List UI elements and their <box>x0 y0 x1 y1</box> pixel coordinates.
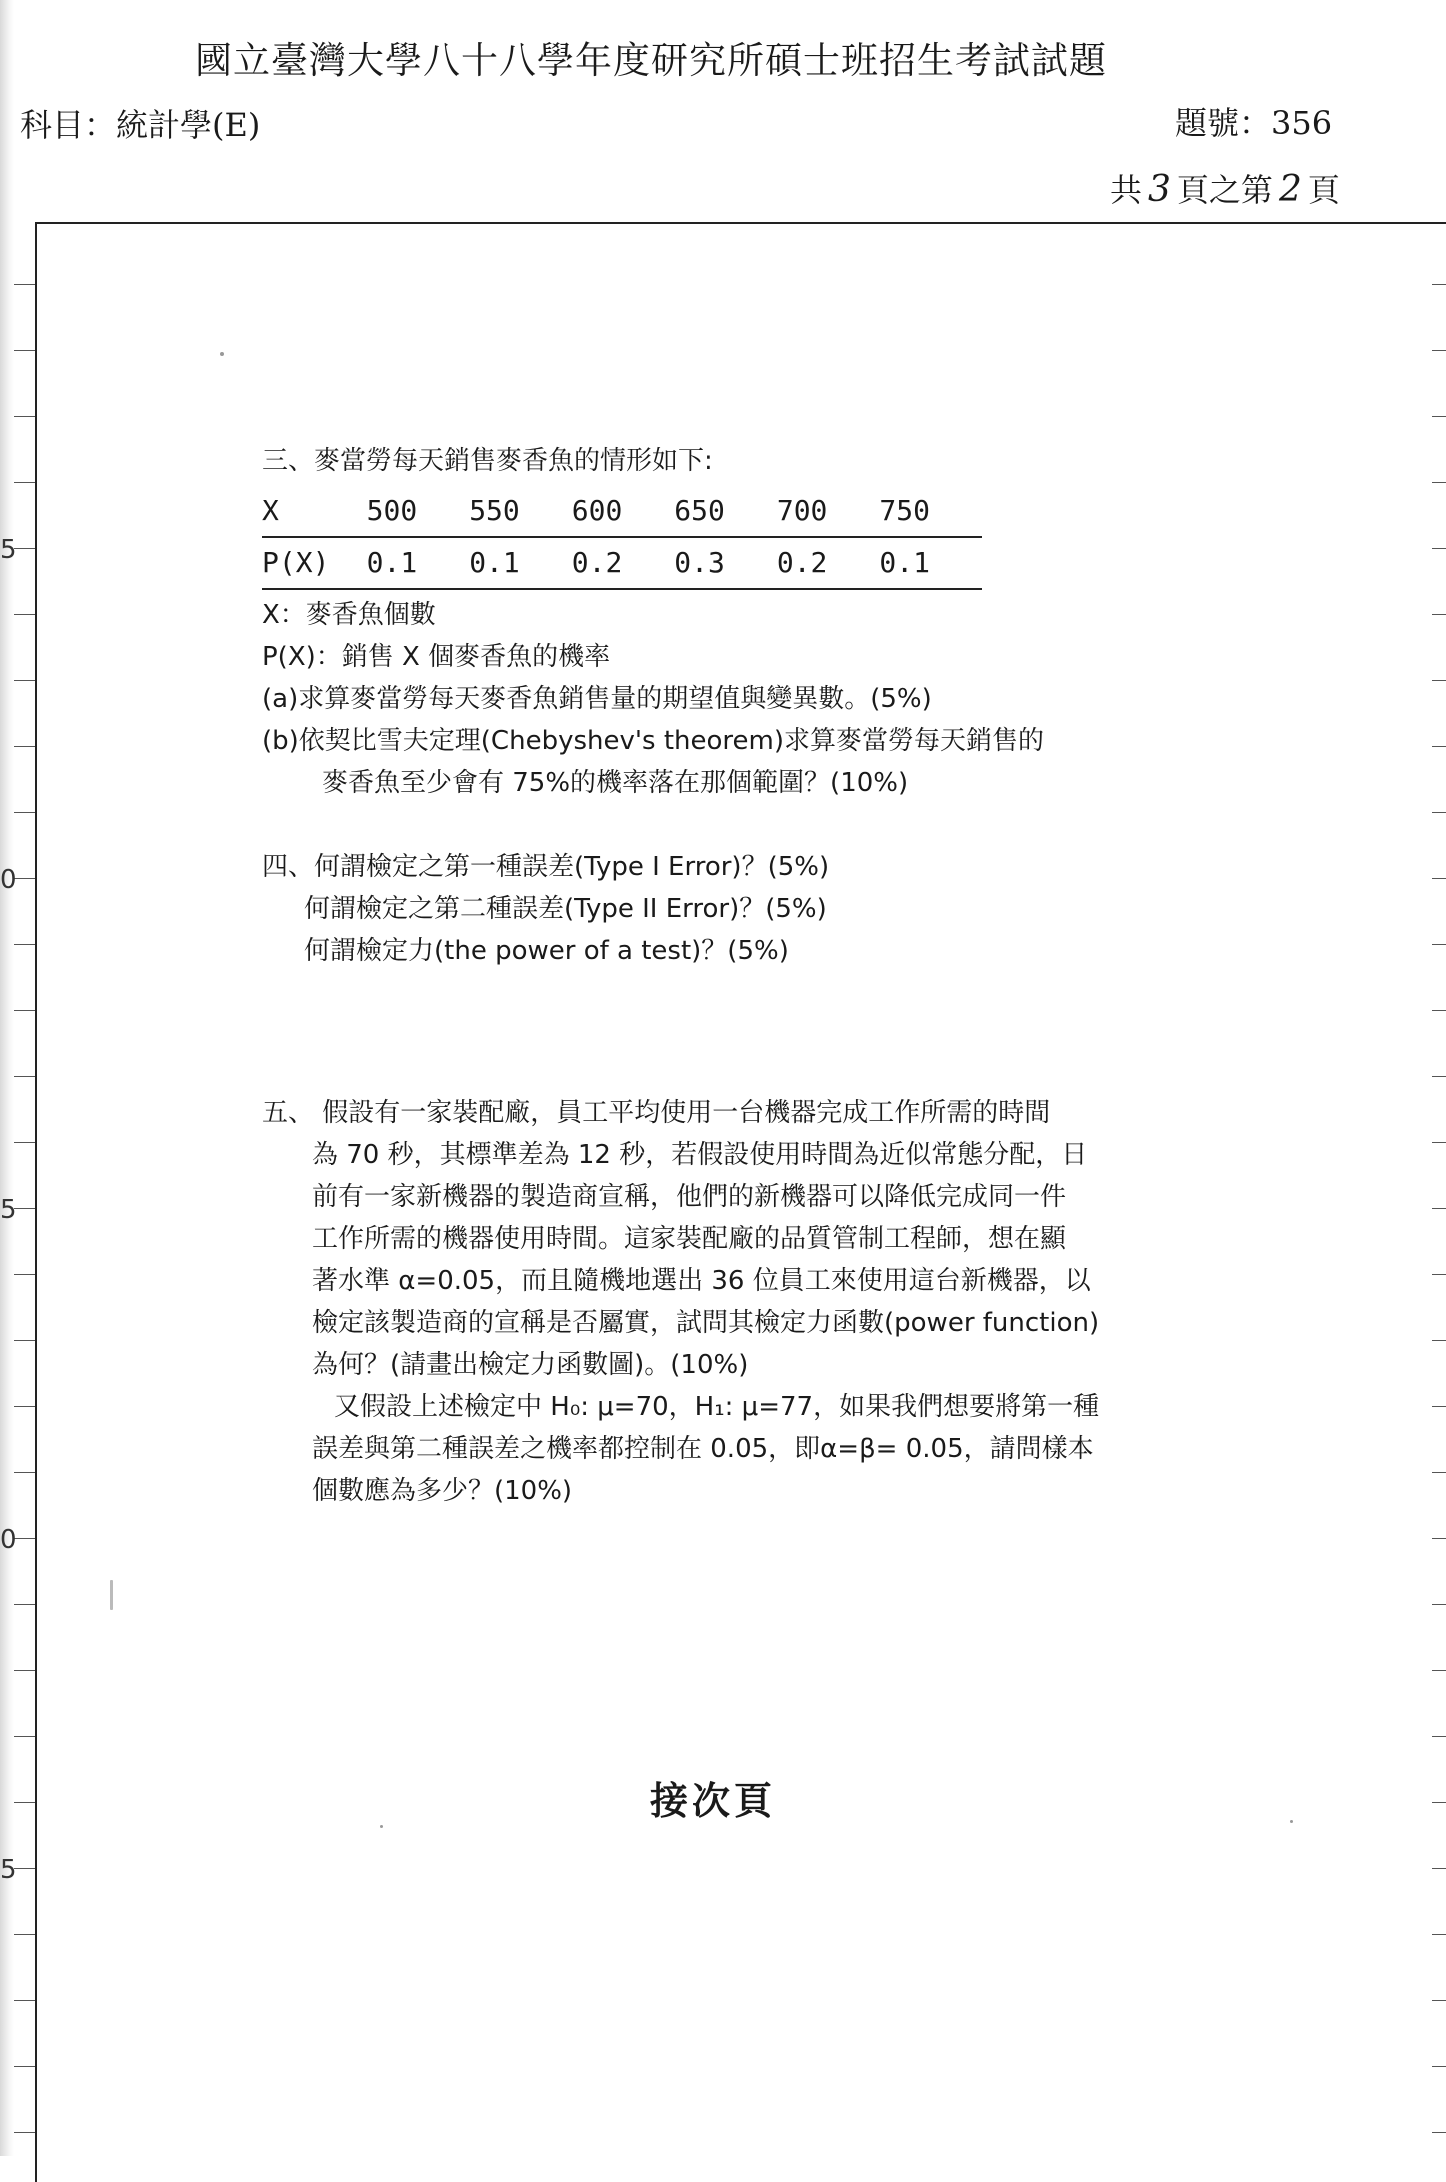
table-row-x <box>262 486 982 537</box>
p-value: 0.2 <box>572 537 675 589</box>
continue-next-page: 接次頁 <box>650 1778 777 1823</box>
page-indicator <box>1110 165 1340 211</box>
q3-intro: 三、麥當勞每天銷售麥香魚的情形如下: <box>262 446 713 476</box>
margin-number: 5 <box>0 535 17 565</box>
q4-line2: 何謂檢定之第二種誤差(Type II Error)？(5%) <box>304 894 827 924</box>
x-label: X <box>262 486 367 537</box>
scan-speck <box>220 352 224 356</box>
x-value: 750 <box>879 486 982 537</box>
subject-label: 科目：統計學(E) <box>20 106 261 144</box>
x-value: 600 <box>572 486 675 537</box>
q5-line2: 為 70 秒，其標準差為 12 秒，若假設使用時間為近似常態分配，日 <box>312 1140 1088 1170</box>
margin-number: 5 <box>0 1855 17 1885</box>
q5-line4: 工作所需的機器使用時間。這家裝配廠的品質管制工程師，想在顯 <box>312 1224 1067 1254</box>
q5-line8: 又假設上述檢定中 H₀: μ=70，H₁: μ=77，如果我們想要將第一種 <box>334 1392 1100 1422</box>
p-value: 0.2 <box>777 537 880 589</box>
scan-mark <box>110 1580 113 1610</box>
x-value: 550 <box>469 486 572 537</box>
p-value: 0.1 <box>367 537 470 589</box>
question-number: 題號：356 <box>1175 104 1333 142</box>
right-margin-ticks <box>1432 222 1446 2156</box>
margin-number: 0 <box>0 1525 17 1555</box>
scan-speck <box>1290 1820 1293 1823</box>
exam-content <box>262 440 1262 1512</box>
q5-line6: 檢定該製造商的宣稱是否屬實，試問其檢定力函數(power function) <box>312 1308 1100 1338</box>
q3-def-x: X：麥香魚個數 <box>262 600 436 630</box>
q5-line5: 著水準 α=0.05，而且隨機地選出 36 位員工來使用這台新機器，以 <box>312 1266 1091 1296</box>
table-row-p <box>262 537 982 589</box>
p-value: 0.3 <box>674 537 777 589</box>
p-value: 0.1 <box>879 537 982 589</box>
exam-title: 國立臺灣大學八十八學年度研究所碩士班招生考試試題 <box>195 39 1107 82</box>
page-left-edge <box>0 0 14 2156</box>
q3-part-a: (a)求算麥當勞每天麥香魚銷售量的期望值與變異數。(5%) <box>262 684 932 714</box>
q5-line7: 為何？(請畫出檢定力函數圖)。(10%) <box>312 1350 749 1380</box>
p-label: P(X) <box>262 537 367 589</box>
q3-def-p: P(X)：銷售 X 個麥香魚的機率 <box>262 642 611 672</box>
q5-line1: 五、 假設有一家裝配廠，員工平均使用一台機器完成工作所需的時間 <box>262 1098 1051 1128</box>
q4-line3: 何謂檢定力(the power of a test)？(5%) <box>304 936 789 966</box>
p-value: 0.1 <box>469 537 572 589</box>
q5-line3: 前有一家新機器的製造商宣稱，他們的新機器可以降低完成同一件 <box>312 1182 1067 1212</box>
page-prefix: 共 <box>1110 171 1143 209</box>
x-value: 700 <box>777 486 880 537</box>
distribution-table <box>262 486 982 590</box>
spacer <box>262 804 1262 846</box>
q3-part-b-line2: 麥香魚至少會有 75%的機率落在那個範圍？(10%) <box>322 768 909 798</box>
q5-line10: 個數應為多少？(10%) <box>312 1476 573 1506</box>
page-suffix: 頁 <box>1307 171 1340 209</box>
q3-part-b-line1: (b)依契比雪夫定理(Chebyshev's theorem)求算麥當勞每天銷售的 <box>262 726 1044 756</box>
page-current: 2 <box>1278 169 1302 210</box>
left-margin-ticks <box>14 222 35 2156</box>
q5-line9: 誤差與第二種誤差之機率都控制在 0.05，即α=β= 0.05，請問樣本 <box>312 1434 1094 1464</box>
margin-number: 0 <box>0 865 17 895</box>
margin-number: 5 <box>0 1195 17 1225</box>
x-value: 650 <box>674 486 777 537</box>
page-middle: 頁之第 <box>1176 171 1273 209</box>
scan-speck <box>380 1825 383 1828</box>
spacer <box>262 972 1262 1092</box>
x-value: 500 <box>367 486 470 537</box>
page-total: 3 <box>1148 169 1171 210</box>
q4-line1: 四、何謂檢定之第一種誤差(Type I Error)？(5%) <box>262 852 830 882</box>
